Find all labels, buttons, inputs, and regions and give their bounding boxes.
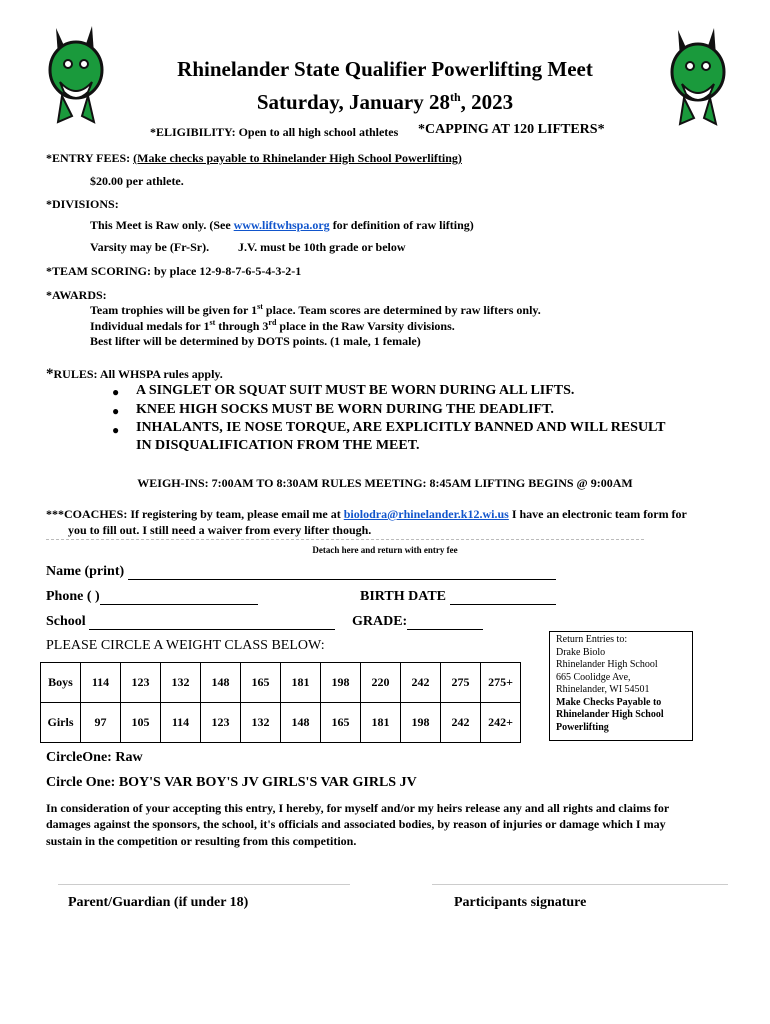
divisions-label: *DIVISIONS: <box>46 197 119 211</box>
team-scoring: *TEAM SCORING: by place 12-9-8-7-6-5-4-3-2-1 <box>46 264 302 278</box>
waiver-line: In consideration of your accepting this entry, I hereby, for myself and/or my heirs release any and all rights and claims for <box>46 801 670 815</box>
weight-class-cell[interactable]: 114 <box>81 663 121 703</box>
weight-class-cell[interactable]: 97 <box>81 703 121 743</box>
division-choices[interactable]: Circle One: BOY'S VAR BOY'S JV GIRLS'S VAR GIRLS JV <box>46 775 417 790</box>
weight-class-cell[interactable]: 165 <box>241 663 281 703</box>
return-line: 665 Coolidge Ave, <box>556 671 631 683</box>
grade-field[interactable]: GRADE: <box>352 614 483 630</box>
return-entries-box <box>549 631 693 741</box>
weight-class-cell[interactable]: 242 <box>401 663 441 703</box>
weight-class-cell[interactable]: 198 <box>321 663 361 703</box>
return-line: Rhinelander, WI 54501 <box>556 684 650 695</box>
participant-signature-line[interactable] <box>432 884 728 885</box>
weight-class-cell[interactable]: 132 <box>241 703 281 743</box>
rule-item: KNEE HIGH SOCKS MUST BE WORN DURING THE DEADLIFT. <box>136 402 554 417</box>
weight-class-cell[interactable]: 220 <box>361 663 401 703</box>
weight-row-label: Boys <box>41 663 81 703</box>
page-title: Rhinelander State Qualifier Powerlifting Meet <box>177 57 593 81</box>
awards-line-1: Team trophies will be given for 1st place. Team scores are determined by raw lifters only. <box>90 302 541 317</box>
entry-fees: *ENTRY FEES: (Make checks payable to Rhinelander High School Powerlifting) <box>46 151 462 165</box>
coaches-note-line-2: you to fill out. I still need a waiver from every lifter though. <box>68 523 372 537</box>
rule-item: A SINGLET OR SQUAT SUIT MUST BE WORN DURING ALL LIFTS. <box>136 383 575 398</box>
coach-email-link[interactable]: biolodra@rhinelander.k12.wi.us <box>343 507 509 521</box>
return-line: Rhinelander High School <box>556 709 664 720</box>
awards-line-2: Individual medals for 1st through 3rd place in the Raw Varsity divisions. <box>90 318 455 333</box>
jv-note: J.V. must be 10th grade or below <box>238 240 406 254</box>
coaches-note: ***COACHES: If registering by team, please email me at biolodra@rhinelander.k12.wi.us I have an electronic team form for <box>46 507 687 521</box>
phone-field[interactable]: Phone ( ) <box>46 589 258 605</box>
weight-row <box>41 703 521 743</box>
circle-raw: CircleOne: Raw <box>46 750 143 765</box>
weight-class-cell[interactable]: 242 <box>441 703 481 743</box>
detach-line <box>46 539 644 540</box>
weight-class-table <box>40 662 521 743</box>
return-line: Return Entries to: <box>556 634 628 645</box>
rule-item: INHALANTS, IE NOSE TORQUE, ARE EXPLICITLY BANNED AND WILL RESULT <box>136 420 666 435</box>
weight-class-instruction: PLEASE CIRCLE A WEIGHT CLASS BELOW: <box>46 638 325 653</box>
return-line: Drake Biolo <box>556 646 606 658</box>
weight-class-cell[interactable]: 123 <box>121 663 161 703</box>
bullet-icon: ● <box>112 404 120 418</box>
capping-note: *CAPPING AT 120 LIFTERS* <box>418 122 605 137</box>
weight-class-cell[interactable]: 132 <box>161 663 201 703</box>
entry-fee-amount: $20.00 per athlete. <box>90 174 184 188</box>
waiver-line: damages against the sponsors, the school, it's officials and associated bodies, by reason of injuries or damage which I may <box>46 817 666 831</box>
weight-class-cell[interactable]: 105 <box>121 703 161 743</box>
waiver-line: sustain in the competition or resulting from this competition. <box>46 834 357 848</box>
weight-class-cell[interactable]: 148 <box>201 663 241 703</box>
weight-class-cell[interactable]: 242+ <box>481 703 521 743</box>
weight-class-cell[interactable]: 148 <box>281 703 321 743</box>
bullet-icon: ● <box>112 423 120 437</box>
weight-class-cell[interactable]: 114 <box>161 703 201 743</box>
weight-row <box>41 663 521 703</box>
school-field[interactable]: School <box>46 614 335 630</box>
return-line: Make Checks Payable to <box>556 696 662 708</box>
weight-class-cell[interactable]: 275 <box>441 663 481 703</box>
return-line: Powerlifting <box>556 721 609 733</box>
rule-item: IN DISQUALIFICATION FROM THE MEET. <box>136 438 420 453</box>
varsity-note: Varsity may be (Fr-Sr). <box>90 240 210 254</box>
awards-line-3: Best lifter will be determined by DOTS points. (1 male, 1 female) <box>90 334 421 348</box>
parent-signature-label: Parent/Guardian (if under 18) <box>68 895 249 910</box>
return-line: Rhinelander High School <box>556 659 658 670</box>
name-field[interactable]: Name (print) <box>46 564 556 580</box>
birth-date-field[interactable]: BIRTH DATE <box>360 589 556 605</box>
eligibility: *ELIGIBILITY: Open to all high school athletes <box>150 125 399 139</box>
meet-date: Saturday, January 28th, 2023 <box>256 90 514 114</box>
schedule: WEIGH-INS: 7:00AM TO 8:30AM RULES MEETING: 8:45AM LIFTING BEGINS @ 9:00AM <box>137 476 633 490</box>
weight-class-cell[interactable]: 123 <box>201 703 241 743</box>
weight-class-cell[interactable]: 198 <box>401 703 441 743</box>
weight-class-cell[interactable]: 181 <box>361 703 401 743</box>
weight-row-label: Girls <box>41 703 81 743</box>
bullet-icon: ● <box>112 385 120 399</box>
liftwhspa-link[interactable]: www.liftwhspa.org <box>233 218 330 232</box>
participant-signature-label: Participants signature <box>454 895 587 910</box>
weight-class-cell[interactable]: 165 <box>321 703 361 743</box>
rules-label: *RULES: All WHSPA rules apply. <box>46 366 223 382</box>
weight-class-cell[interactable]: 181 <box>281 663 321 703</box>
weight-class-cell[interactable]: 275+ <box>481 663 521 703</box>
raw-only-note: This Meet is Raw only. (See www.liftwhspa.org for definition of raw lifting) <box>90 218 474 232</box>
awards-label: *AWARDS: <box>46 288 107 302</box>
detach-note: Detach here and return with entry fee <box>312 545 458 555</box>
parent-signature-line[interactable] <box>58 884 350 885</box>
